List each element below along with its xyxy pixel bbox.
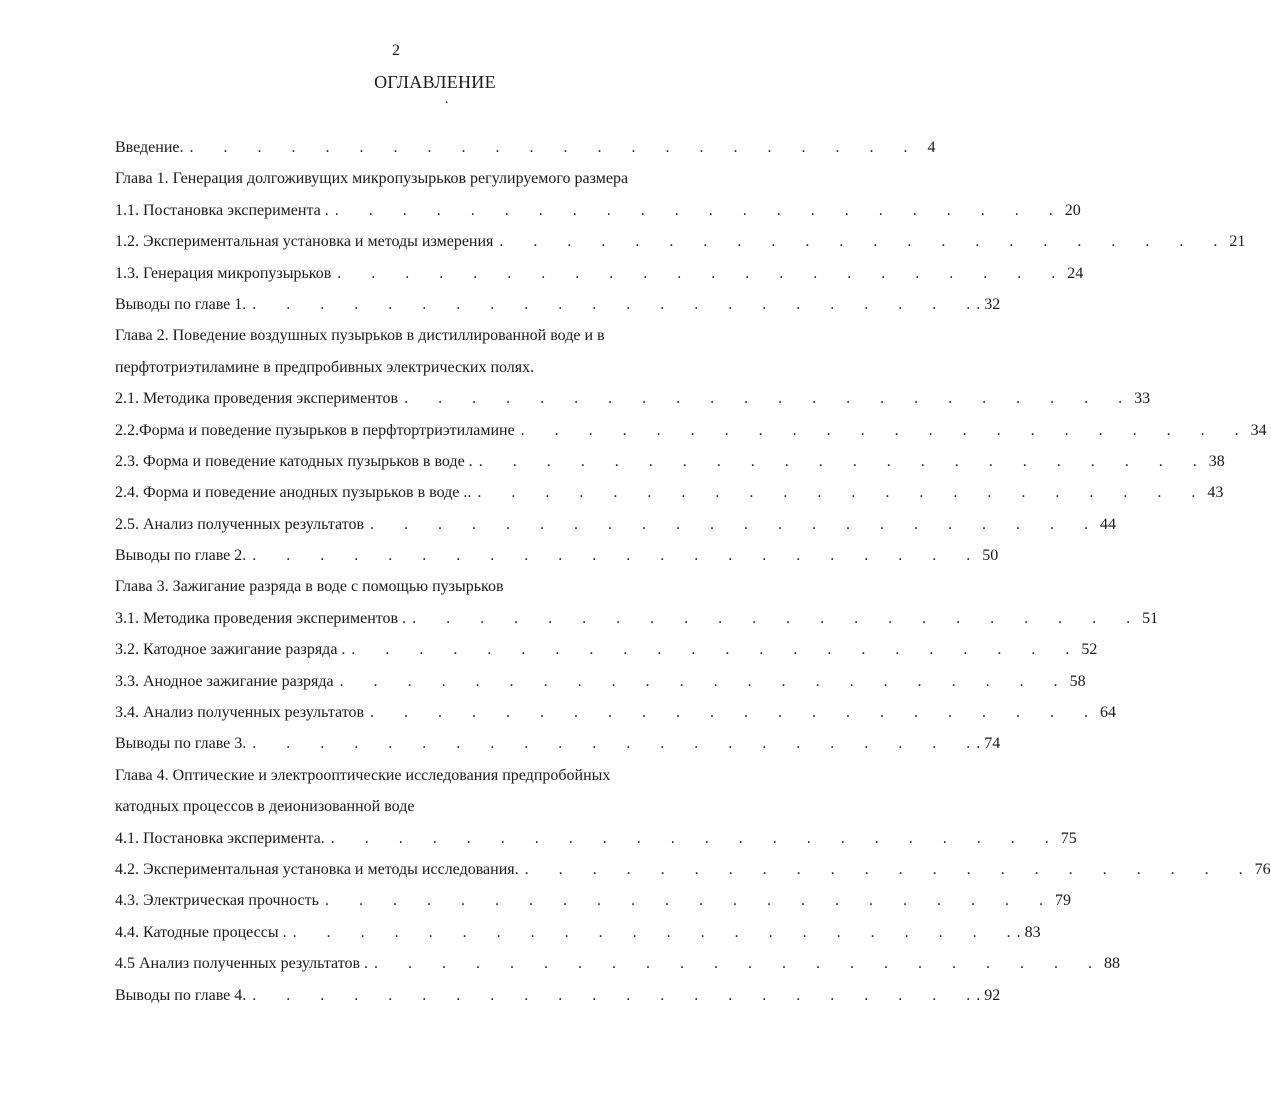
- dot-leader: . . . . . . . . . . . . . . . . . . . . . .: [520, 421, 1239, 439]
- dot-leader: . . . . . . . . . . . . . . . . . . . . . .: [499, 233, 1218, 251]
- title-mark: .: [445, 92, 449, 107]
- dot-leader: . . . . . . . . . . . . . . . . . . . . . .: [324, 892, 1043, 910]
- toc-entry-page: 50: [982, 547, 999, 565]
- toc-entry: [115, 135, 936, 166]
- toc-entry-title: 2.1. Методика проведения экспериментов: [115, 390, 399, 408]
- toc-entry: [115, 480, 1224, 511]
- dot-leader: . . . . . . . . . . . . . . . . . . . . . .: [374, 955, 1093, 973]
- toc-entry-title: 3.3. Анодное зажигание разряда: [115, 672, 334, 690]
- toc-entry-page: 79: [1054, 892, 1071, 910]
- toc-entry-title: 2.4. Форма и поведение анодных пузырьков в воде ..: [115, 484, 472, 502]
- toc-entry-title: 2.3. Форма и поведение катодных пузырьков в воде .: [115, 452, 473, 470]
- dot-leader: . . . . . . . . . . . . . . . . . . . . . .: [404, 390, 1123, 408]
- toc-entry-title: Выводы по главе 1.: [115, 295, 247, 313]
- toc-entry-page: . 74: [976, 735, 1001, 753]
- toc-entry-title: 3.1. Методика проведения экспериментов .: [115, 609, 407, 627]
- toc-entry-title: Глава 2. Поведение воздушных пузырьков в дистиллированной воде и в: [115, 327, 605, 345]
- dot-leader: . . . . . . . . . . . . . . . . . . . . . .: [330, 829, 1049, 847]
- toc-entry: [115, 700, 1117, 731]
- toc-entry-page: 51: [1142, 609, 1159, 627]
- toc-entry-page: . 32: [976, 295, 1001, 313]
- toc-entry: [115, 512, 1117, 543]
- toc-entry-title: Глава 1. Генерация долгоживущих микропузырьков регулируемого размера: [115, 170, 629, 188]
- dot-leader: . . . . . . . . . . . . . . . . . . . . . .: [477, 484, 1196, 502]
- dot-leader: . . . . . . . . . . . . . . . . . . . . . .: [337, 264, 1056, 282]
- toc-entry: [115, 669, 1086, 700]
- toc-entry: [115, 198, 1081, 229]
- dot-leader: . . . . . . . . . . . . . . . . . . . . . .: [351, 641, 1070, 659]
- dot-leader: . . . . . . . . . . . . . . . . . . . . . .: [334, 201, 1053, 219]
- toc-entry-title: 2.5. Анализ полученных результатов: [115, 515, 365, 533]
- toc-entry-title: 2.2.Форма и поведение пузырьков в перфтортриэтиламине: [115, 421, 515, 439]
- toc-heading: [115, 323, 755, 354]
- toc-entry: [115, 386, 1151, 417]
- toc-entry-title: перфтотриэтиламине в предпробивных электрических полях.: [115, 358, 535, 376]
- dot-leader: . . . . . . . . . . . . . . . . . . . . . .: [292, 923, 1011, 941]
- dot-leader: . . . . . . . . . . . . . . . . . . . . . .: [370, 704, 1089, 722]
- toc-entry-page: 88: [1104, 955, 1121, 973]
- toc-entry-title: Глава 3. Зажигание разряда в воде с помощью пузырьков: [115, 578, 504, 596]
- toc-entry-title: 4.4. Катодные процессы .: [115, 923, 287, 941]
- toc-heading: [115, 355, 755, 386]
- toc-heading: [115, 574, 755, 605]
- toc-entry: [115, 920, 1041, 951]
- toc-entry-page: 75: [1060, 829, 1077, 847]
- dot-leader: . . . . . . . . . . . . . . . . . . . . . .: [412, 609, 1131, 627]
- toc-entry-page: 33: [1134, 390, 1151, 408]
- toc-entry-title: Выводы по главе 4.: [115, 986, 247, 1004]
- toc-entry: [115, 449, 1225, 480]
- toc-entry-title: 4.3. Электрическая прочность: [115, 892, 319, 910]
- table-of-contents: [115, 135, 1271, 1014]
- page-number: 2: [392, 42, 400, 59]
- toc-entry: [115, 857, 1271, 888]
- dot-leader: . . . . . . . . . . . . . . . . . . . . . .: [252, 986, 971, 1004]
- toc-entry-title: 1.2. Экспериментальная установка и методы измерения: [115, 233, 494, 251]
- toc-heading: [115, 794, 755, 825]
- dot-leader: . . . . . . . . . . . . . . . . . . . . . .: [252, 735, 971, 753]
- page-title: ОГЛАВЛЕНИЕ: [374, 72, 496, 92]
- toc-entry-page: 44: [1100, 515, 1117, 533]
- toc-heading: [115, 166, 755, 197]
- toc-entry: [115, 951, 1121, 982]
- toc-entry: [115, 637, 1098, 668]
- dot-leader: . . . . . . . . . . . . . . . . . . . . . .: [189, 139, 908, 156]
- toc-entry-title: 3.4. Анализ полученных результатов: [115, 704, 365, 722]
- toc-entry-page: . 83: [1016, 923, 1041, 941]
- toc-entry: [115, 888, 1071, 919]
- toc-entry: [115, 292, 1001, 323]
- toc-entry-page: 20: [1064, 201, 1081, 219]
- toc-entry: [115, 418, 1267, 449]
- toc-entry: [115, 229, 1246, 260]
- dot-leader: . . . . . . . . . . . . . . . . . . . . . .: [252, 547, 971, 565]
- toc-entry-title: 1.1. Постановка эксперимента .: [115, 201, 329, 219]
- toc-entry-title: Выводы по главе 2.: [115, 547, 247, 565]
- toc-entry-page: . 92: [976, 986, 1001, 1004]
- dot-leader: . . . . . . . . . . . . . . . . . . . . . .: [524, 860, 1243, 878]
- dot-leader: . . . . . . . . . . . . . . . . . . . . . .: [370, 515, 1089, 533]
- toc-entry-title: 1.3. Генерация микропузырьков: [115, 264, 332, 282]
- toc-entry-title: Выводы по главе 3.: [115, 735, 247, 753]
- toc-entry-page: 34: [1250, 421, 1267, 439]
- toc-entry-page: 58: [1069, 672, 1086, 690]
- toc-entry-page: 4: [927, 139, 936, 156]
- dot-leader: . . . . . . . . . . . . . . . . . . . . . .: [339, 672, 1058, 690]
- toc-entry-page: 52: [1081, 641, 1098, 659]
- toc-entry-title: 4.1. Постановка эксперимента.: [115, 829, 325, 847]
- toc-entry: [115, 543, 999, 574]
- dot-leader: . . . . . . . . . . . . . . . . . . . . . .: [252, 295, 971, 313]
- toc-entry-page: 38: [1208, 452, 1225, 470]
- toc-entry: [115, 983, 1001, 1014]
- toc-entry-title: 3.2. Катодное зажигание разряда .: [115, 641, 346, 659]
- toc-entry-title: Глава 4. Оптические и электрооптические исследования предпробойных: [115, 766, 611, 784]
- toc-heading: [115, 763, 755, 794]
- toc-entry-page: 64: [1100, 704, 1117, 722]
- toc-entry-page: 21: [1229, 233, 1246, 251]
- dot-leader: . . . . . . . . . . . . . . . . . . . . . .: [478, 452, 1197, 470]
- toc-entry: [115, 261, 1084, 292]
- toc-entry-title: катодных процессов в деионизованной воде: [115, 798, 415, 816]
- toc-entry-title: 4.2. Экспериментальная установка и методы исследования.: [115, 860, 519, 878]
- toc-entry-page: 76: [1254, 860, 1271, 878]
- toc-entry-page: 24: [1067, 264, 1084, 282]
- toc-entry: [115, 731, 1001, 762]
- toc-entry-title: 4.5 Анализ полученных результатов .: [115, 955, 369, 973]
- toc-entry: [115, 826, 1077, 857]
- toc-entry: [115, 606, 1159, 637]
- toc-entry-title: Введение.: [115, 139, 184, 156]
- toc-entry-page: 43: [1207, 484, 1224, 502]
